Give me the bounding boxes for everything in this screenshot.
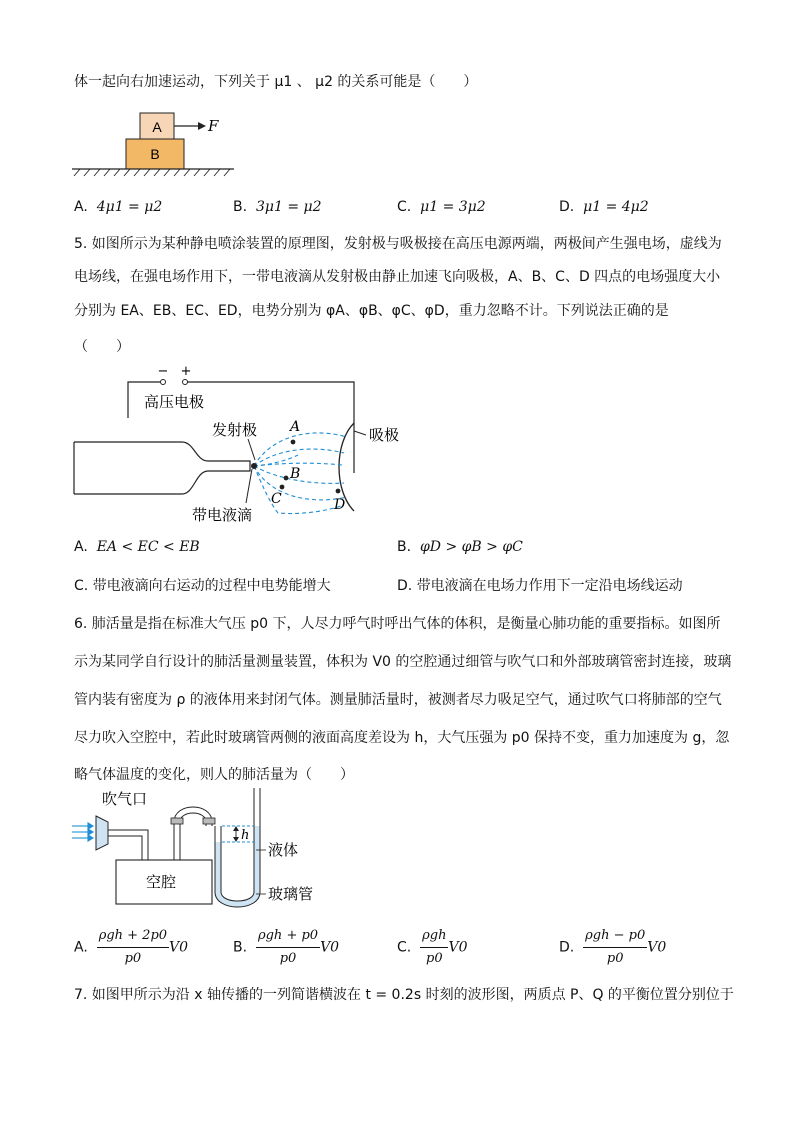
point-c <box>280 485 285 490</box>
q6-stem-line-1: 6. 肺活量是指在标准大气压 p0 下，人尽力呼气时呼出气体的体积，是衡量心肺功能的重要指标。如图所 <box>74 616 721 632</box>
q4-option-b[interactable]: B. 3μ1 = μ2 <box>233 199 322 215</box>
q5-option-b[interactable]: B. φD > φB > φC <box>397 539 523 555</box>
q7-stem-line-1: 7. 如图甲所示为沿 x 轴传播的一列简谐横波在 t = 0.2s 时刻的波形图，两质点 P、Q 的平衡位置分别位于 <box>74 987 734 1003</box>
point-b-label: B <box>290 466 301 482</box>
hv-electrode-label: 高压电极 <box>144 393 205 411</box>
droplet-label: 带电液滴 <box>192 506 253 524</box>
q6-stem-line-4: 尽力吹入空腔中，若此时玻璃管两侧的液面高度差设为 h，大气压强为 p0 保持不变，重力加速度为 g，忽 <box>74 730 730 746</box>
q6-lung-figure <box>70 786 360 916</box>
q4-option-a[interactable]: A. 4μ1 = μ2 <box>74 199 163 215</box>
u-tube-outer <box>215 788 260 907</box>
airflow-arrows <box>72 823 93 841</box>
wire-right <box>185 382 354 473</box>
block-a-label: A <box>152 119 162 135</box>
terminal-plus <box>183 380 188 385</box>
minus-sign: − <box>157 365 169 379</box>
force-label: F <box>208 117 219 135</box>
mouthpiece <box>96 816 108 850</box>
q6-stem-line-3: 管内装有密度为 ρ 的液体用来封闭气体。测量肺活量时，被测者尽力吸足空气，通过吹气口将肺部的空气 <box>74 692 722 708</box>
terminal-minus <box>161 380 166 385</box>
plus-sign: + <box>180 365 192 379</box>
q6-option-d[interactable]: D. $\frac{\text{ρgh − p0}}{p0}$ V0 <box>559 928 667 966</box>
point-d-label: D <box>334 497 346 513</box>
q6-stem-line-2: 示为某同学自行设计的肺活量测量装置，体积为 V0 的空腔通过细管与吹气口和外部玻璃管密封连接，玻璃 <box>74 654 732 670</box>
droplet <box>251 463 257 469</box>
q6-option-b[interactable]: B. $\frac{\text{ρgh + p0}}{p0}$ V0 <box>233 928 340 966</box>
u-tube-inner <box>221 788 254 901</box>
q4-option-c[interactable]: C. μ1 = 3μ2 <box>397 199 486 215</box>
cavity-label: 空腔 <box>146 873 177 891</box>
liquid-label: 液体 <box>268 841 299 859</box>
q5-option-c[interactable]: C. 带电液滴向右运动的过程中电势能增大 <box>74 578 331 594</box>
q6-option-a[interactable]: A. $\frac{\text{ρgh + 2p0}}{p0}$ V0 <box>74 928 189 966</box>
h-label: h <box>241 828 250 843</box>
q5-stem-line-2: 电场线，在强电场作用下，一带电液滴从发射极由静止加速飞向吸极，A、B、C、D 四点的电场强度大小 <box>74 269 721 285</box>
point-a-label: A <box>290 419 301 435</box>
q5-option-a[interactable]: A. EA < EC < EB <box>74 539 200 555</box>
q6-option-c[interactable]: C. $\frac{\text{ρgh}}{p0}$ V0 <box>397 928 468 966</box>
point-d <box>336 489 341 494</box>
q4-stem-line: 体一起向右加速运动，下列关于 μ1 、 μ2 的关系可能是（ ） <box>74 74 478 90</box>
q5-stem-line-1: 5. 如图所示为某种静电喷涂装置的原理图，发射极与吸极接在高压电源两端，两极间产生强电场，虚线为 <box>74 236 722 252</box>
q6-stem-line-5: 略气体温度的变化，则人的肺活量为（ ） <box>74 767 354 783</box>
collector-label: 吸极 <box>369 426 400 444</box>
glass-tube-label: 玻璃管 <box>268 885 314 903</box>
q5-stem-line-3: 分别为 EA、EB、EC、ED，电势分别为 φA、φB、φC、φD，重力忽略不计。下列说法正确的是 <box>74 303 669 319</box>
point-b <box>284 476 289 481</box>
mouthpiece-label: 吹气口 <box>102 790 148 808</box>
q5-option-d[interactable]: D. 带电液滴在电场力作用下一定沿电场线运动 <box>397 578 683 594</box>
emitter-body <box>74 442 250 494</box>
q4-option-d[interactable]: D. μ1 = 4μ2 <box>559 199 649 215</box>
force-arrowhead <box>198 122 206 130</box>
point-c-label: C <box>271 491 282 507</box>
emitter-label: 发射极 <box>212 421 258 439</box>
point-a <box>291 440 296 445</box>
q5-spray-figure <box>72 365 432 533</box>
ground-hatch <box>74 169 230 176</box>
block-b-label: B <box>150 146 160 162</box>
q4-block-figure <box>70 108 240 178</box>
q5-stem-line-4: （ ） <box>74 339 130 355</box>
